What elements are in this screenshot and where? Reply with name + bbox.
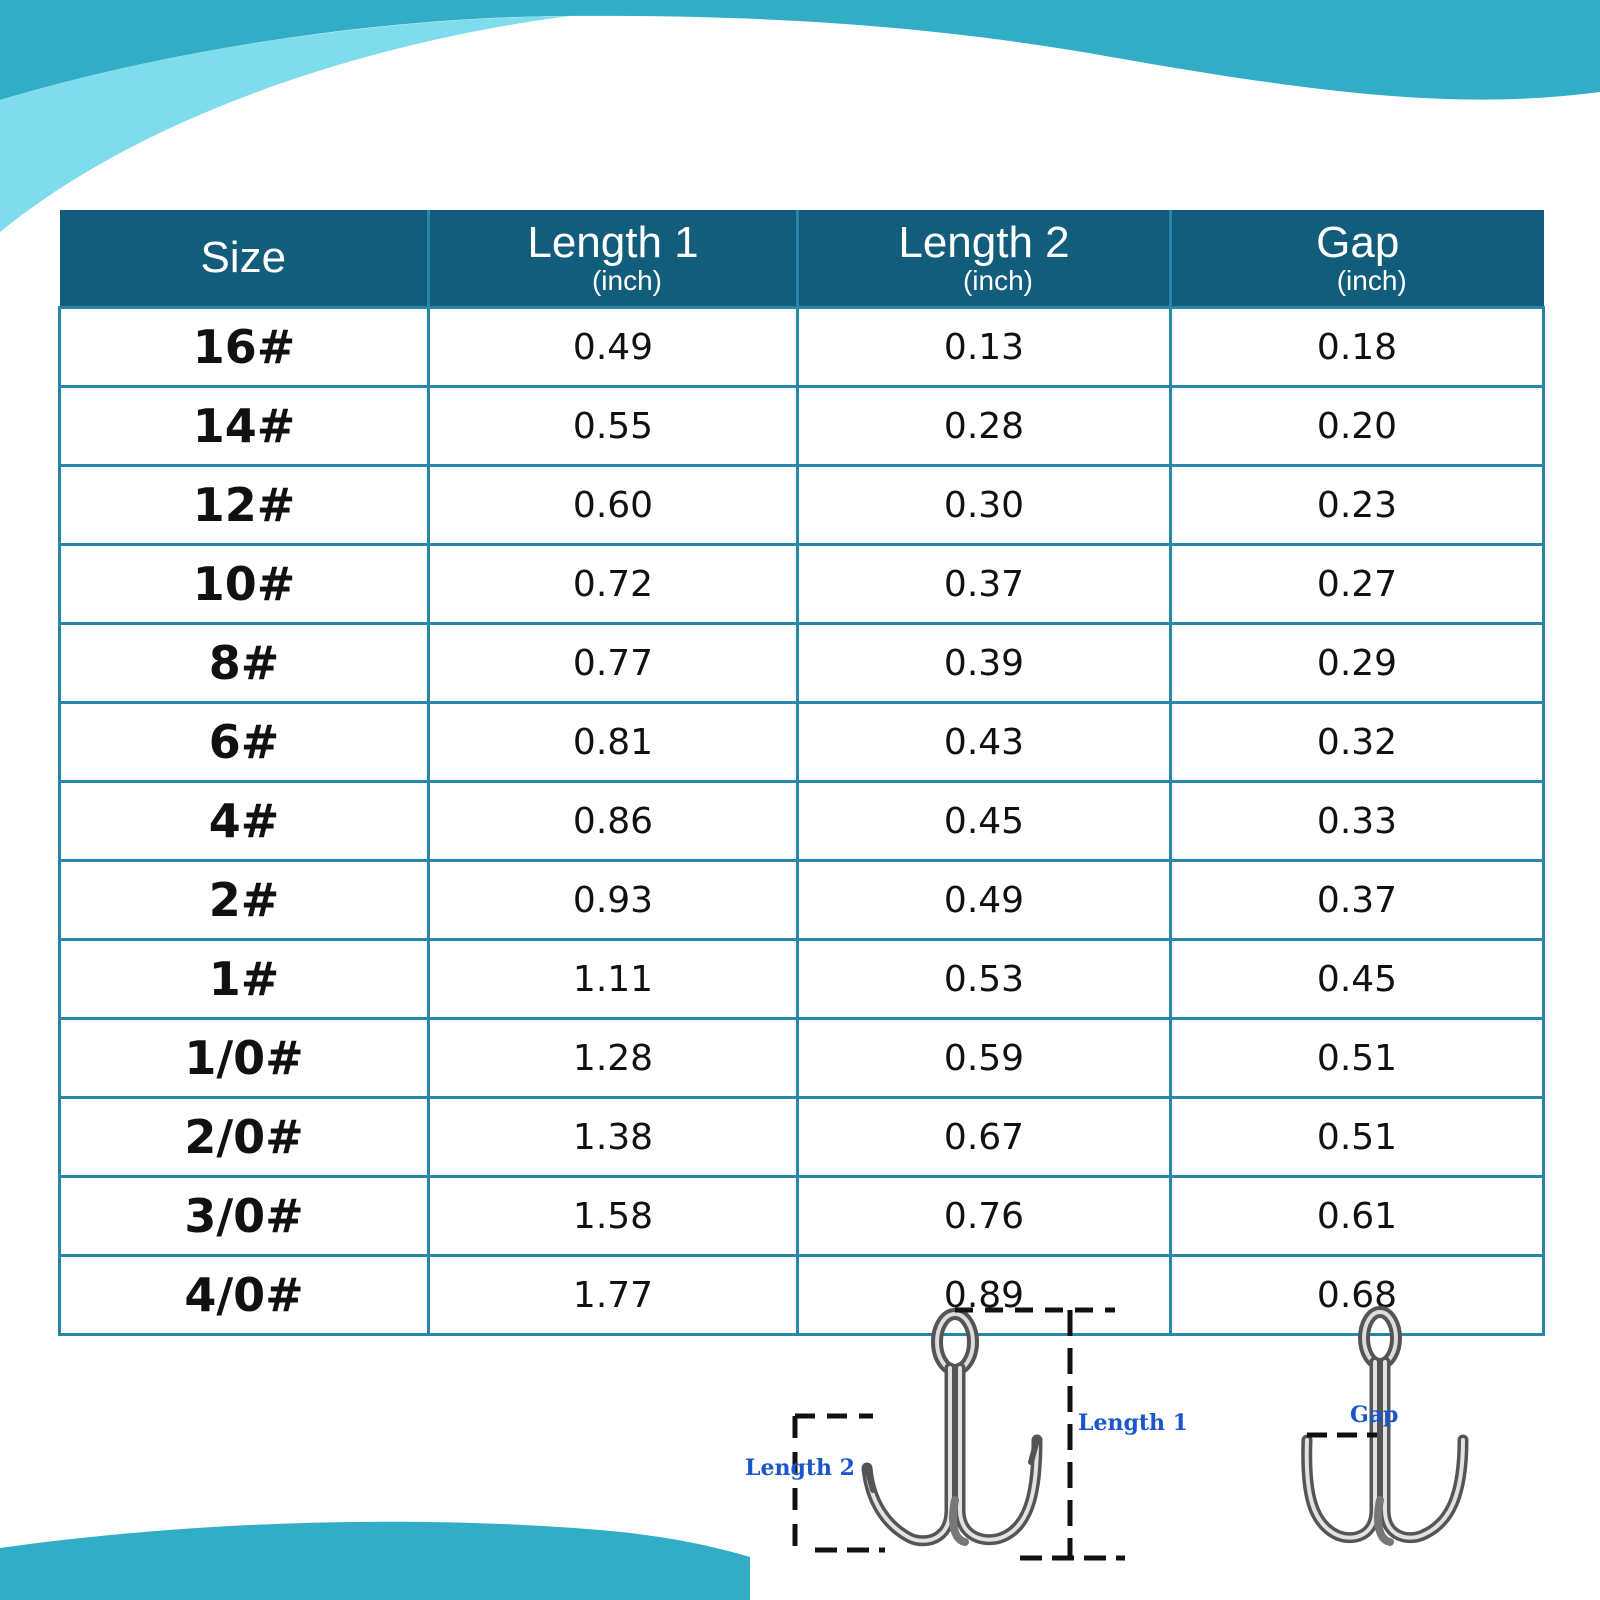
size-cell: 16# (60, 308, 429, 387)
length2-cell: 0.39 (798, 624, 1171, 703)
table-row (60, 1098, 1544, 1177)
size-cell: 6# (60, 703, 429, 782)
gap-cell: 0.37 (1171, 861, 1544, 940)
size-cell: 10# (60, 545, 429, 624)
size-cell: 2# (60, 861, 429, 940)
header-gap (1171, 210, 1544, 308)
gap-cell: 0.61 (1171, 1177, 1544, 1256)
gap-cell: 0.23 (1171, 466, 1544, 545)
table-row (60, 861, 1544, 940)
length1-cell: 1.77 (429, 1256, 798, 1335)
length1-cell: 0.72 (429, 545, 798, 624)
length2-cell: 0.67 (798, 1098, 1171, 1177)
length2-cell: 0.45 (798, 782, 1171, 861)
size-cell: 1# (60, 940, 429, 1019)
gap-cell: 0.32 (1171, 703, 1544, 782)
table-body (60, 308, 1544, 1335)
table-row (60, 624, 1544, 703)
length1-cell: 0.81 (429, 703, 798, 782)
length1-cell: 0.93 (429, 861, 798, 940)
table-header-row (60, 210, 1544, 308)
length1-cell: 1.28 (429, 1019, 798, 1098)
header-length2 (798, 210, 1171, 308)
gap-cell: 0.33 (1171, 782, 1544, 861)
size-chart-table (58, 210, 1545, 1336)
header-title: Size (200, 233, 287, 282)
length2-cell: 0.49 (798, 861, 1171, 940)
header-unit: (inch) (591, 265, 662, 296)
table-row (60, 1019, 1544, 1098)
size-cell: 12# (60, 466, 429, 545)
length1-cell: 0.49 (429, 308, 798, 387)
table-row (60, 1177, 1544, 1256)
length2-cell: 0.43 (798, 703, 1171, 782)
table-row (60, 703, 1544, 782)
label-length1: Length 1 (1078, 1410, 1188, 1436)
label-gap: Gap (1350, 1402, 1399, 1428)
length1-cell: 1.11 (429, 940, 798, 1019)
gap-cell: 0.27 (1171, 545, 1544, 624)
gap-cell: 0.18 (1171, 308, 1544, 387)
size-cell: 3/0# (60, 1177, 429, 1256)
length1-cell: 0.55 (429, 387, 798, 466)
gap-cell: 0.20 (1171, 387, 1544, 466)
table-row (60, 387, 1544, 466)
length1-cell: 0.77 (429, 624, 798, 703)
table-row (60, 940, 1544, 1019)
size-cell: 1/0# (60, 1019, 429, 1098)
length1-cell: 0.86 (429, 782, 798, 861)
length2-cell: 0.37 (798, 545, 1171, 624)
length1-cell: 0.60 (429, 466, 798, 545)
size-cell: 2/0# (60, 1098, 429, 1177)
header-title: Gap (1316, 218, 1400, 267)
table-row (60, 466, 1544, 545)
length2-cell: 0.30 (798, 466, 1171, 545)
table-row (60, 782, 1544, 861)
bottom-wave (0, 1522, 750, 1600)
header-title: Length 2 (898, 218, 1070, 267)
size-cell: 8# (60, 624, 429, 703)
table-row (60, 545, 1544, 624)
gap-cell: 0.68 (1171, 1256, 1544, 1335)
gap-cell: 0.51 (1171, 1019, 1544, 1098)
gap-cell: 0.45 (1171, 940, 1544, 1019)
length2-cell: 0.89 (798, 1256, 1171, 1335)
size-cell: 4# (60, 782, 429, 861)
length1-cell: 1.38 (429, 1098, 798, 1177)
size-cell: 4/0# (60, 1256, 429, 1335)
gap-cell: 0.51 (1171, 1098, 1544, 1177)
gap-cell: 0.29 (1171, 624, 1544, 703)
table-row (60, 308, 1544, 387)
length2-cell: 0.28 (798, 387, 1171, 466)
length1-cell: 1.58 (429, 1177, 798, 1256)
length2-cell: 0.76 (798, 1177, 1171, 1256)
hook-diagram (745, 1300, 1545, 1600)
length2-cell: 0.59 (798, 1019, 1171, 1098)
header-unit: (inch) (1336, 265, 1407, 296)
header-unit: (inch) (962, 265, 1033, 296)
header-title: Length 1 (527, 218, 699, 267)
size-cell: 14# (60, 387, 429, 466)
treble-hook-icon (867, 1314, 1037, 1542)
header-size (60, 210, 429, 308)
length2-cell: 0.13 (798, 308, 1171, 387)
label-length2: Length 2 (745, 1455, 855, 1481)
header-length1 (429, 210, 798, 308)
length2-cell: 0.53 (798, 940, 1171, 1019)
